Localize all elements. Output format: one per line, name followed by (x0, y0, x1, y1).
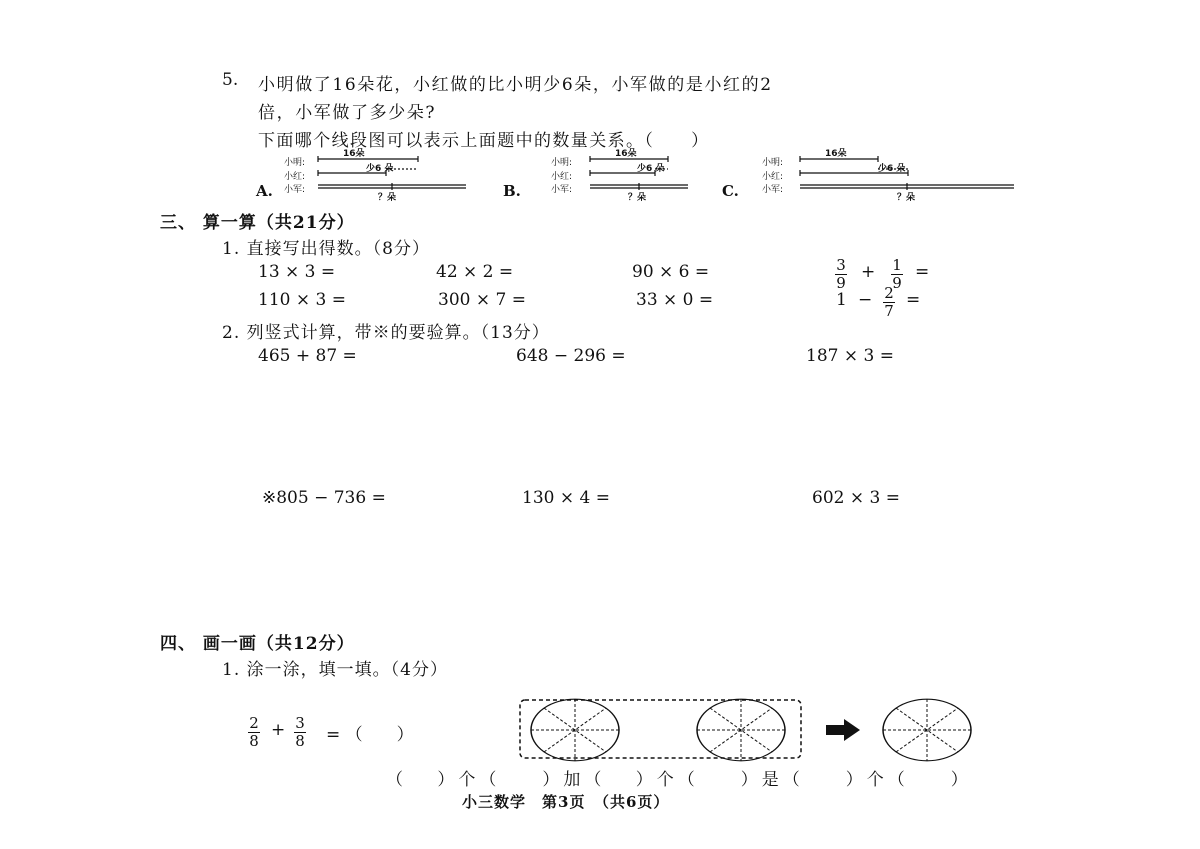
whole-number: 1 (836, 290, 847, 310)
top-label: 16朵 (615, 149, 637, 159)
problem-text-line2: 倍，小军做了多少朵? (258, 103, 437, 123)
xiaoming-label: 小明: (284, 158, 306, 168)
dashed-box (520, 700, 801, 758)
xiaohong-label: 小红: (762, 172, 784, 182)
page-footer: 小三数学 第3页 （共6页） (462, 793, 670, 811)
xiaoming-label: 小明: (762, 158, 784, 168)
answer-blank[interactable]: = （ ） (326, 725, 414, 745)
plus-sign: + (271, 720, 286, 740)
less-label: 少6 朵 (637, 164, 665, 174)
calc-item: 42 × 2 = (436, 262, 514, 282)
less-label: 少6 朵 (878, 164, 906, 174)
problem-text-line1: 小明做了16朵花，小红做的比小明少6朵，小军做的是小红的2 (258, 75, 773, 95)
vertical-calc-item: 130 × 4 = (522, 488, 610, 508)
xiaojun-label: 小军: (284, 185, 306, 195)
q1-title: 1. 直接写出得数。（8分） (222, 239, 430, 259)
bottom-label: ？朵 (897, 193, 916, 203)
calc-item: 110 × 3 = (258, 290, 346, 310)
denominator: 8 (295, 732, 305, 750)
equals-sign: = (906, 290, 921, 310)
calc-item: 33 × 0 = (636, 290, 714, 310)
fraction-circle-2[interactable] (697, 699, 785, 761)
xiaohong-label: 小红: (284, 172, 306, 182)
section-4-title: 四、 画一画（共12分） (160, 634, 355, 654)
less-label: 少6 朵 (366, 164, 394, 174)
equals-sign: = (915, 262, 930, 282)
q1-title: 1. 涂一涂，填一填。（4分） (222, 660, 448, 680)
arrow-right-icon (826, 719, 860, 741)
denominator: 9 (836, 274, 846, 292)
xiaojun-label: 小军: (551, 185, 573, 195)
option-label: C. (722, 182, 739, 200)
fill-in-sentence[interactable]: （ ）个（ ）加（ ）个（ ）是（ ）个（ ） (386, 770, 972, 790)
fraction-circle-result[interactable] (883, 699, 971, 761)
vertical-calc-item: ※805 − 736 = (262, 488, 386, 508)
section-3-title: 三、 算一算（共21分） (160, 213, 355, 233)
fraction-circle-1[interactable] (531, 699, 619, 761)
minus-sign: − (858, 290, 873, 310)
vertical-calc-item: 602 × 3 = (812, 488, 900, 508)
problem-number: 5. (222, 70, 239, 90)
xiaojun-label: 小军: (762, 185, 784, 195)
numerator: 2 (884, 284, 894, 302)
denominator: 7 (884, 302, 894, 320)
option-label: B. (503, 182, 521, 200)
denominator: 8 (249, 732, 259, 750)
numerator: 3 (836, 256, 846, 274)
top-label: 16朵 (343, 149, 365, 159)
calc-item: 90 × 6 = (632, 262, 710, 282)
numerator: 2 (249, 714, 259, 732)
option-label: A. (256, 182, 273, 200)
xiaohong-label: 小红: (551, 172, 573, 182)
calc-item: 300 × 7 = (438, 290, 526, 310)
denominator: 9 (892, 274, 902, 292)
xiaoming-label: 小明: (551, 158, 573, 168)
q2-title: 2. 列竖式计算，带※的要验算。（13分） (222, 323, 550, 343)
problem-question: 下面哪个线段图可以表示上面题中的数量关系。（ ） (258, 131, 710, 151)
calc-item: 13 × 3 = (258, 262, 336, 282)
vertical-calc-item: 648 − 296 = (516, 346, 626, 366)
vertical-calc-item: 465 + 87 = (258, 346, 357, 366)
numerator: 1 (892, 256, 902, 274)
top-label: 16朵 (825, 149, 847, 159)
bottom-label: ？朵 (378, 193, 397, 203)
plus-sign: + (861, 262, 876, 282)
vertical-calc-item: 187 × 3 = (806, 346, 894, 366)
bottom-label: ？朵 (628, 193, 647, 203)
numerator: 3 (295, 714, 305, 732)
